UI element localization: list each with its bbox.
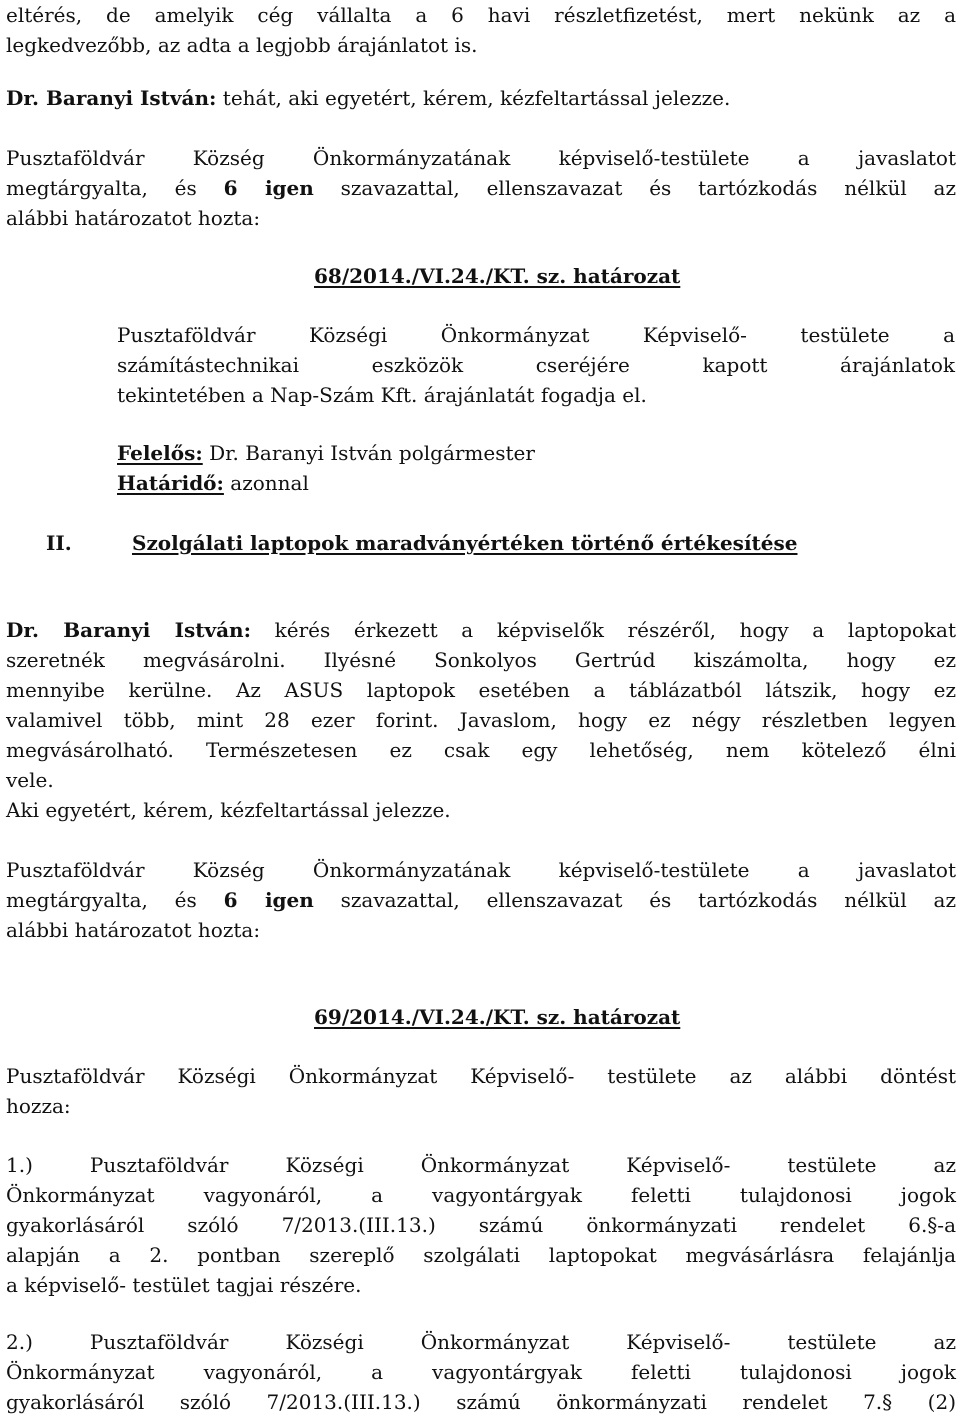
paragraph-line: alábbi határozatot hozta:: [6, 918, 261, 942]
paragraph-line: Dr. Baranyi István: kérés érkezett a képviselők részéről, hogy a laptopokat: [6, 618, 956, 642]
deadline-label: Határidő:: [117, 471, 224, 495]
section-numeral: II.: [46, 531, 72, 555]
paragraph-line: Önkormányzat vagyonáról, a vagyontárgyak feletti tulajdonosi jogok: [6, 1183, 956, 1207]
paragraph-line: megtárgyalta, és 6 igen szavazattal, ellenszavazat és tartózkodás nélkül az: [6, 888, 956, 912]
speaker-name: Dr. Baranyi István:: [6, 86, 217, 110]
resolution-meta: [117, 438, 955, 498]
paragraph-line: szeretnék megvásárolni. Ilyésné Sonkolyos Gertrúd kiszámolta, hogy ez: [6, 648, 956, 672]
paragraph-line: mennyibe kerülne. Az ASUS laptopok esetében a táblázatból látszik, hogy ez: [6, 678, 956, 702]
paragraph-line: 2.) Pusztaföldvár Községi Önkormányzat Képviselő- testülete az: [6, 1330, 956, 1354]
paragraph-line: Pusztaföldvár Községi Önkormányzat Képviselő- testülete az alábbi döntést: [6, 1064, 956, 1088]
vote-paragraph: [6, 143, 956, 233]
vote-paragraph: [6, 855, 956, 945]
deadline-line: [117, 468, 955, 498]
paragraph-line: tekintetében a Nap-Szám Kft. árajánlatát fogadja el.: [117, 383, 647, 407]
resolution-item-2: [6, 1327, 956, 1417]
paragraph-line: a képviselő- testület tagjai részére.: [6, 1273, 362, 1297]
paragraph-line: megtárgyalta, és 6 igen szavazattal, ellenszavazat és tartózkodás nélkül az: [6, 176, 956, 200]
paragraph-intro: [6, 0, 956, 60]
paragraph-line: gyakorlásáról szóló 7/2013.(III.13.) számú önkormányzati rendelet 6.§-a: [6, 1213, 956, 1237]
paragraph-line: alapján a 2. pontban szereplő szolgálati laptopokat megvásárlásra felajánlja: [6, 1243, 956, 1267]
section-title: Szolgálati laptopok maradványértéken történő értékesítése: [132, 531, 798, 555]
paragraph-line: Aki egyetért, kérem, kézfeltartással jelezze.: [6, 798, 451, 822]
paragraph-line: Pusztaföldvár Község Önkormányzatának képviselő-testülete a javaslatot: [6, 146, 956, 170]
paragraph-line: eltérés, de amelyik cég vállalta a 6 havi részletfizetést, mert nekünk az a: [6, 3, 956, 27]
paragraph-line: Önkormányzat vagyonáról, a vagyontárgyak feletti tulajdonosi jogok: [6, 1360, 956, 1384]
paragraph-line: alábbi határozatot hozta:: [6, 206, 261, 230]
speaker-text: tehát, aki egyetért, kérem, kézfeltartással jelezze.: [216, 86, 731, 110]
resolution-item-1: [6, 1150, 956, 1300]
paragraph-line: vele.: [6, 768, 54, 792]
responsible-value: Dr. Baranyi István polgármester: [202, 441, 535, 465]
resolution-intro: [6, 1061, 956, 1121]
speaker-name: Dr. Baranyi István:: [6, 618, 251, 642]
responsible-label: Felelős:: [117, 441, 203, 465]
paragraph-line: Pusztaföldvár Község Önkormányzatának képviselő-testülete a javaslatot: [6, 858, 956, 882]
vote-count: 6 igen: [223, 176, 314, 200]
resolution-number: 68/2014./VI.24./KT. sz. határozat: [314, 264, 681, 288]
paragraph-line: gyakorlásáról szóló 7/2013.(III.13.) számú önkormányzati rendelet 7.§ (2): [6, 1390, 956, 1414]
paragraph-line: Pusztaföldvár Községi Önkormányzat Képviselő- testülete a: [117, 323, 955, 347]
resolution-number: 69/2014./VI.24./KT. sz. határozat: [314, 1005, 681, 1029]
speaker-paragraph: [6, 615, 956, 825]
paragraph-line: legkedvezőbb, az adta a legjobb árajánlatot is.: [6, 33, 478, 57]
speaker-paragraph: [6, 83, 956, 113]
paragraph-line: 1.) Pusztaföldvár Községi Önkormányzat Képviselő- testülete az: [6, 1153, 956, 1177]
vote-count: 6 igen: [223, 888, 314, 912]
paragraph-line: hozza:: [6, 1094, 71, 1118]
responsible-line: [117, 438, 955, 468]
paragraph-line: megvásárolható. Természetesen ez csak egy lehetőség, nem kötelező élni: [6, 738, 956, 762]
paragraph-line: [6, 83, 956, 113]
deadline-value: azonnal: [223, 471, 309, 495]
resolution-body: [117, 320, 955, 410]
paragraph-line: valamivel több, mint 28 ezer forint. Javaslom, hogy ez négy részletben legyen: [6, 708, 956, 732]
paragraph-line: számítástechnikai eszközök cseréjére kapott árajánlatok: [117, 353, 955, 377]
